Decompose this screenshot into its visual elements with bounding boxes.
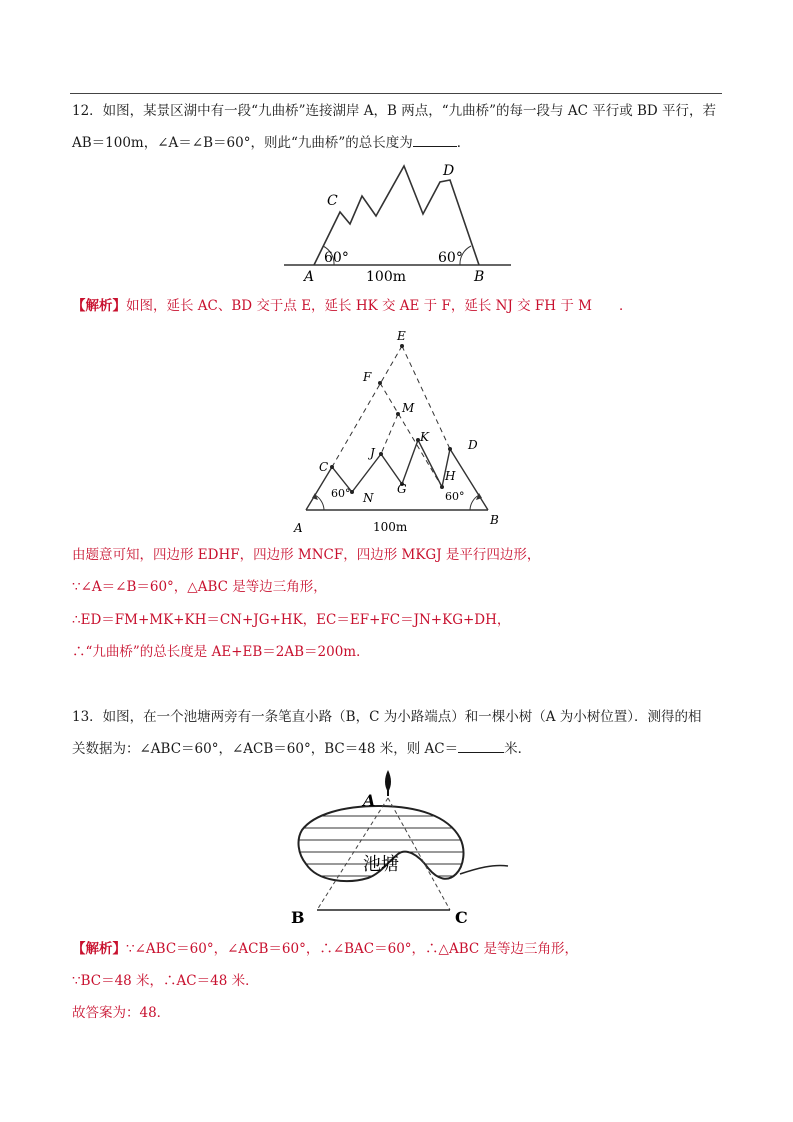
q12-line2-end: ． — [456, 135, 471, 151]
q13-line1: 13．如图，在一个池塘两旁有一条笔直小路（B，C 为小路端点）和一棵小树（A 为小树位置）．测得的相 — [72, 709, 702, 725]
tree-label-a: A — [363, 791, 376, 810]
q12-analysis-text: 如图，延长 AC、BD 交于点 E，延长 HK 交 AE 于 F，延长 NJ 交 FH 于 M ． — [126, 298, 633, 314]
angle-a-label: 60° — [324, 250, 349, 266]
q13-answer: 故答案为：48． — [72, 1005, 171, 1021]
sol-label-h: H — [445, 469, 456, 483]
sol-label-c: C — [319, 460, 329, 474]
header-rule — [70, 93, 722, 94]
point-e — [400, 344, 404, 348]
sol-label-n: N — [363, 491, 374, 505]
pond-hatching — [288, 816, 513, 876]
sol-label-e: E — [397, 329, 406, 343]
q13-line2 — [72, 738, 531, 759]
dash-mj — [381, 414, 398, 454]
dash-ec — [332, 346, 402, 467]
q12-solution-1: 由题意可知，四边形 EDHF，四边形 MNCF，四边形 MKGJ 是平行四边形， — [72, 547, 541, 563]
label-b: B — [474, 269, 485, 285]
pond-label: 池塘 — [363, 854, 399, 875]
q12-solution-figure — [290, 330, 515, 535]
point-h — [440, 485, 444, 489]
point-j — [379, 452, 383, 456]
point-c — [330, 465, 334, 469]
point-m — [396, 412, 400, 416]
q13-analysis-line — [72, 939, 578, 959]
analysis-tag: 【解析】 — [72, 298, 126, 314]
q12-answer-blank[interactable] — [413, 132, 457, 147]
q13-analysis-tag: 【解析】 — [72, 941, 126, 957]
q13-answer-blank[interactable] — [458, 738, 504, 753]
sol-angle-b-label: 60° — [445, 490, 465, 503]
road-label-b: B — [291, 908, 305, 927]
point-n — [350, 490, 354, 494]
q12-analysis-line — [72, 296, 632, 316]
sol-label-d: D — [468, 438, 478, 452]
q13-figure — [288, 768, 513, 928]
shore-extension — [460, 865, 508, 874]
sol-label-a: A — [294, 521, 303, 535]
sol-angle-a-label: 60° — [331, 487, 351, 500]
q13-solution-2: ∵BC＝48 米，∴AC＝48 米． — [72, 973, 259, 989]
sol-label-b: B — [490, 513, 499, 527]
sol-length-label: 100m — [373, 520, 408, 534]
sol-label-k: K — [420, 430, 429, 444]
sol-label-m: M — [402, 401, 415, 415]
angle-b-label: 60° — [438, 250, 463, 266]
sol-label-f: F — [363, 370, 372, 384]
length-label: 100m — [366, 269, 406, 285]
q12-figure — [280, 158, 515, 286]
q12-solution-3: ∴ED＝FM+MK+KH＝CN+JG+HK，EC＝EF+FC＝JN+KG+DH， — [72, 612, 511, 628]
point-d — [448, 447, 452, 451]
q12-line2-text: AB＝100m，∠A＝∠B＝60°，则此“九曲桥”的总长度为 — [72, 135, 413, 151]
sol-label-g: G — [397, 482, 407, 496]
q12-line1: 12．如图，某景区湖中有一段“九曲桥”连接湖岸 A，B 两点，“九曲桥”的每一段与 AC 平行或 BD 平行，若 — [72, 103, 717, 119]
label-a: A — [304, 269, 315, 285]
sol-label-j: J — [370, 446, 375, 460]
q13-line2-text: 关数据为：∠ABC＝60°，∠ACB＝60°，BC＝48 米，则 AC＝ — [72, 741, 459, 757]
label-c: C — [327, 193, 338, 209]
tree-icon — [385, 770, 391, 792]
q12-solution-2: ∵∠A＝∠B＝60°，△ABC 是等边三角形， — [72, 579, 327, 595]
point-f — [378, 381, 382, 385]
q12-line2 — [72, 132, 470, 153]
road-label-c: C — [455, 908, 468, 927]
q12-solution-4: ∴“九曲桥”的总长度是 AE+EB＝2AB＝200m． — [72, 644, 370, 660]
q13-line2-end: 米． — [504, 741, 532, 757]
q13-solution-1: ∵∠ABC＝60°，∠ACB＝60°，∴∠BAC＝60°，∴△ABC 是等边三角形， — [126, 941, 578, 957]
label-d: D — [443, 163, 455, 179]
